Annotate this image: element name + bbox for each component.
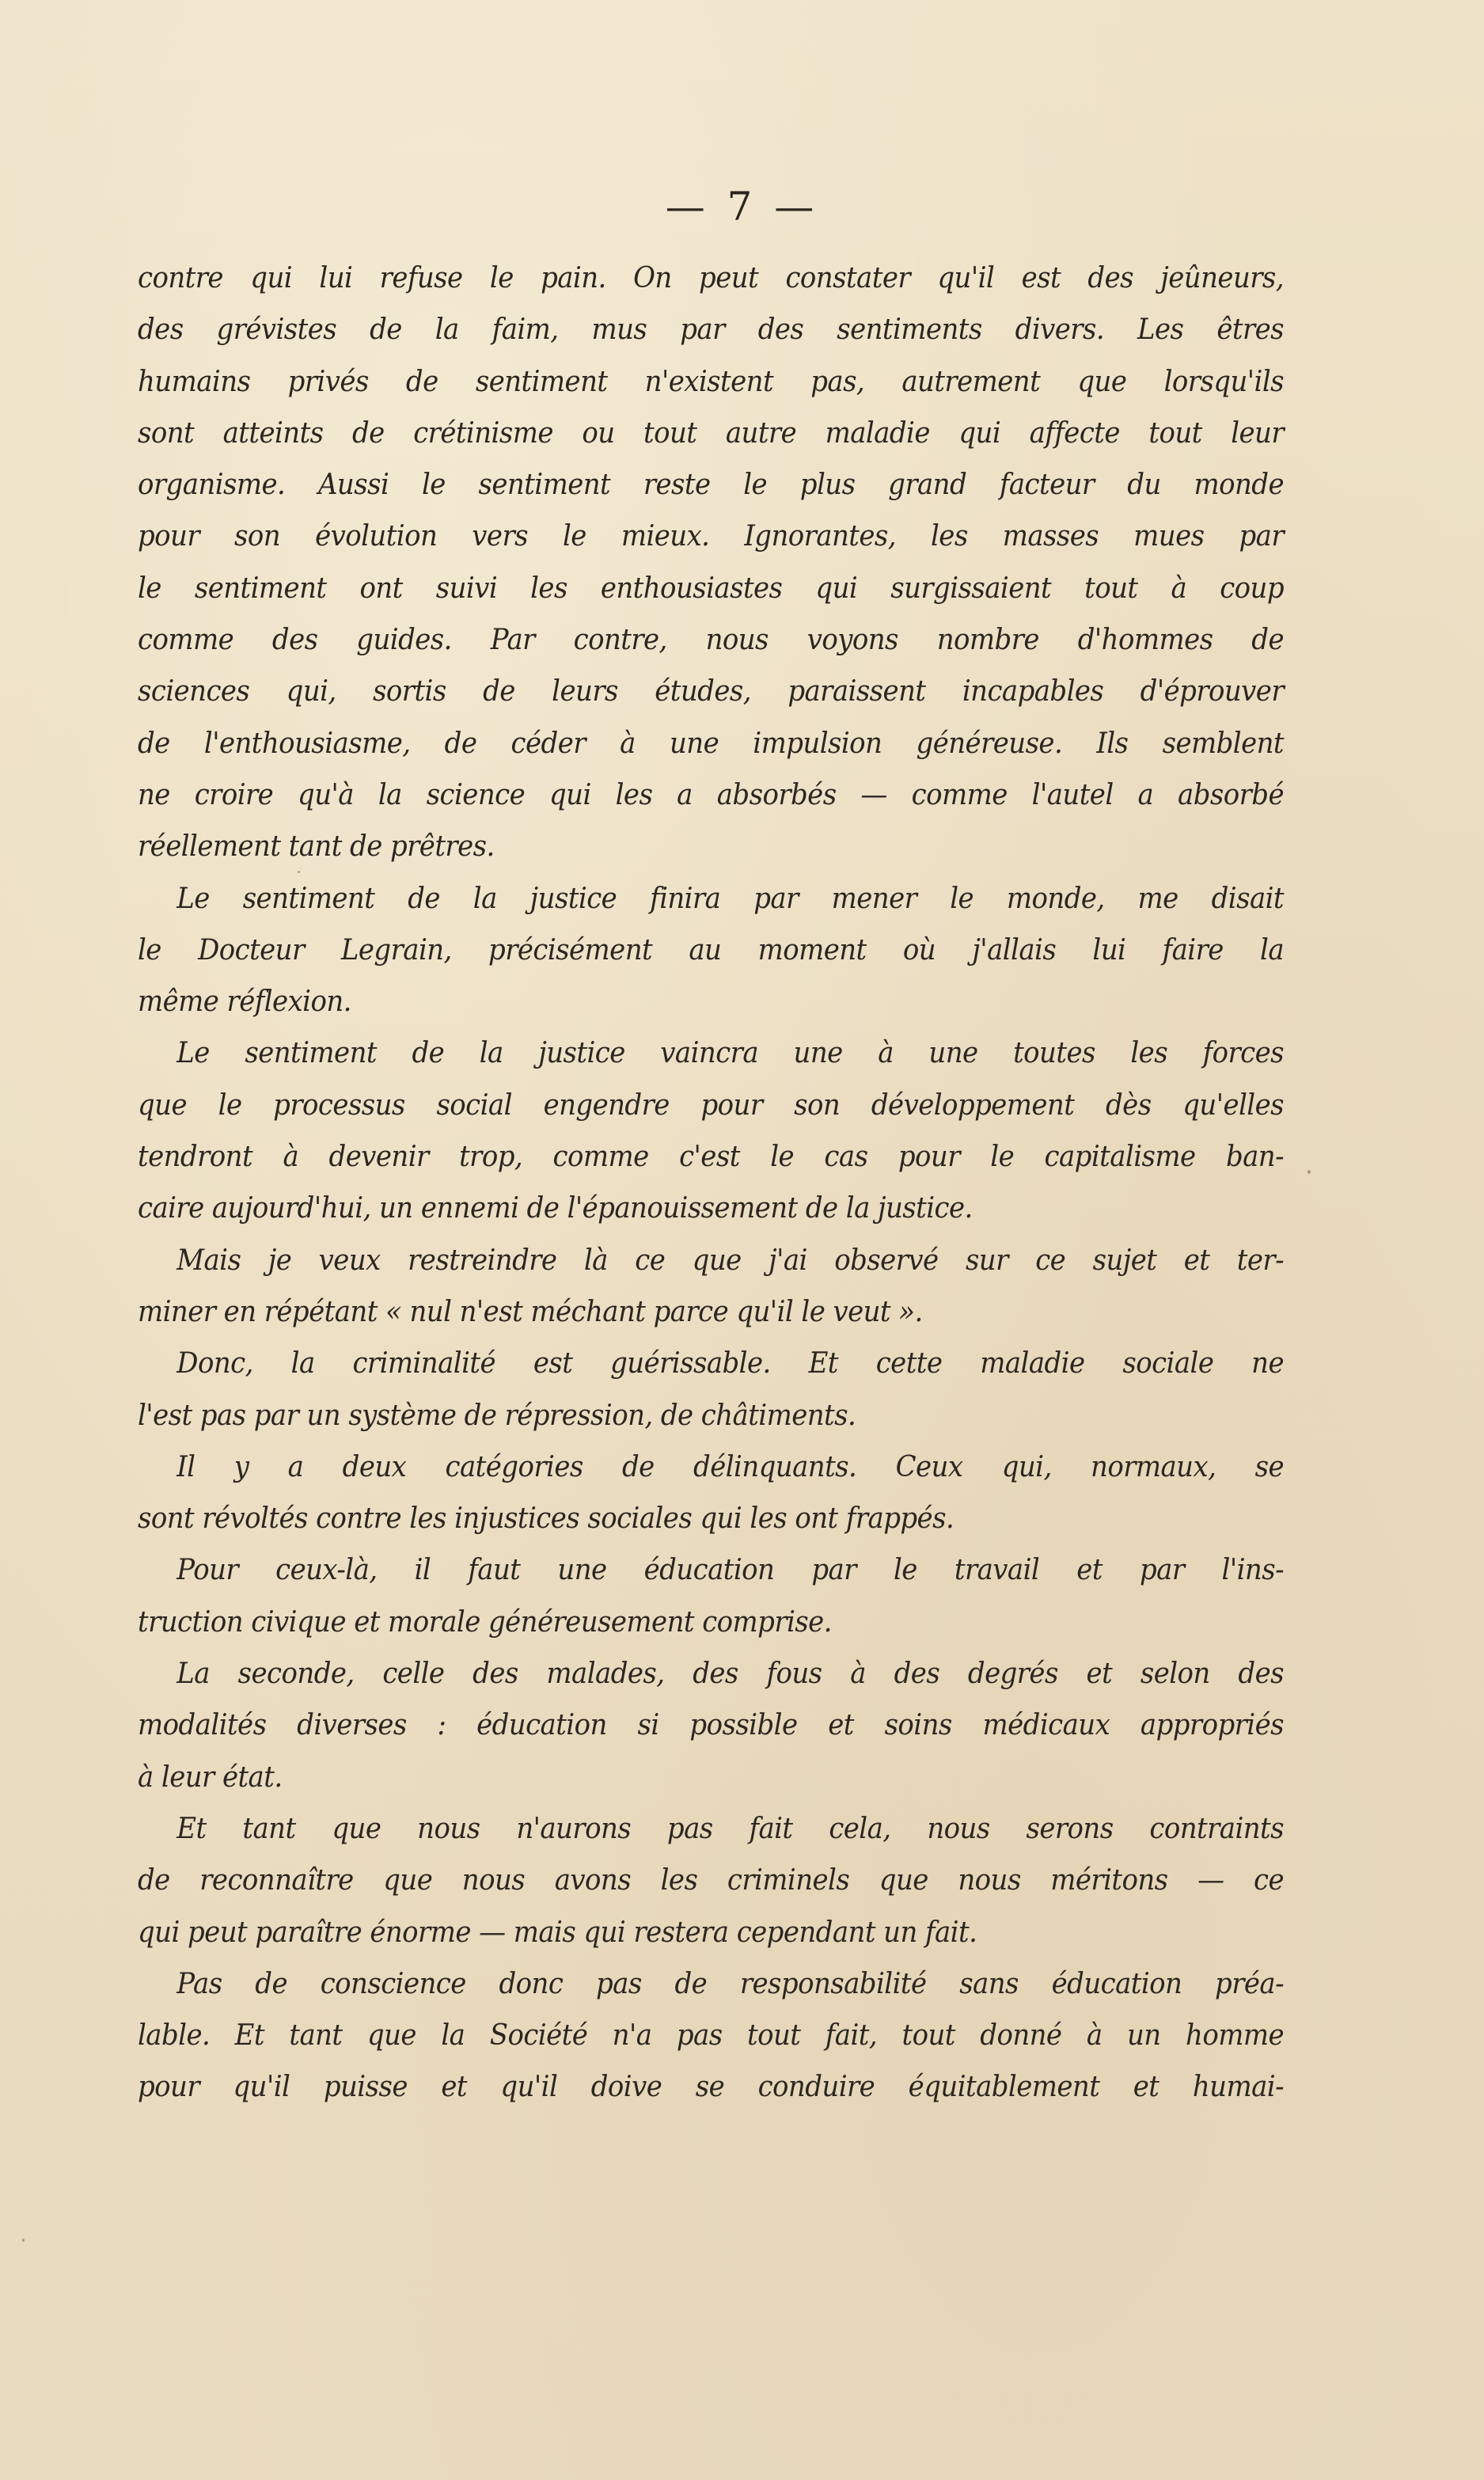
text-line: sont atteints de crétinisme ou tout autre maladie qui affecte tout leur — [138, 415, 1285, 450]
text-line: miner en répétant « nul n'est méchant parce qu'il le veut ». — [138, 1293, 923, 1328]
text-line: le Docteur Legrain, précisément au moment où j'allais lui faire la — [138, 932, 1285, 967]
text-line: modalités diverses : éducation si possible et soins médicaux appropriés — [138, 1707, 1285, 1742]
text-line: Le sentiment de la justice vaincra une à une toutes les forces — [176, 1035, 1285, 1070]
text-line: tendront à devenir trop, comme c'est le cas pour le capitalisme ban- — [138, 1139, 1285, 1174]
paragraph — [138, 1802, 1284, 1958]
paragraph — [138, 1234, 1284, 1338]
text-line: sciences qui, sortis de leurs études, paraissent incapables d'éprouver — [138, 674, 1285, 708]
paragraph — [138, 1337, 1284, 1441]
text-line: de l'enthousiasme, de céder à une impulsion généreuse. Ils semblent — [138, 725, 1285, 760]
paragraph — [138, 1544, 1284, 1647]
text-line: Il y a deux catégories de délinquants. Ceux qui, normaux, se — [176, 1449, 1285, 1483]
text-line: de reconnaître que nous avons les criminels que nous méritons — ce — [138, 1863, 1285, 1897]
text-line: sont révoltés contre les injustices sociales qui les ont frappés. — [138, 1501, 955, 1536]
text-line: ne croire qu'à la science qui les a absorbés — comme l'autel a absorbé — [138, 777, 1285, 811]
text-line: Pour ceux-là, il faut une éducation par le travail et par l'ins- — [176, 1552, 1285, 1587]
text-line: même réflexion. — [138, 984, 351, 1019]
text-line: Pas de conscience donc pas de responsabilité sans éducation préa- — [176, 1965, 1285, 2000]
text-line: Le sentiment de la justice finira par mener le monde, me disait — [176, 880, 1285, 915]
text-line: que le processus social engendre pour son développement dès qu'elles — [138, 1087, 1285, 1122]
text-line: La seconde, celle des malades, des fous à des degrés et selon des — [176, 1656, 1285, 1691]
paragraph — [138, 252, 1284, 872]
paper-speck — [298, 871, 300, 873]
text-line: caire aujourd'hui, un ennemi de l'épanouissement de la justice. — [138, 1191, 973, 1225]
paragraph — [138, 1027, 1284, 1233]
text-line: à leur état. — [138, 1759, 283, 1794]
paragraph — [138, 872, 1284, 1027]
paper-speck — [22, 2239, 25, 2242]
text-line: l'est pas par un système de répression, de châtiments. — [138, 1397, 856, 1432]
text-line: réellement tant de prêtres. — [138, 829, 495, 864]
text-line: pour qu'il puisse et qu'il doive se conduire équitablement et humai- — [138, 2069, 1285, 2104]
paragraph — [138, 1958, 1284, 2113]
text-line: humains privés de sentiment n'existent pas, autrement que lorsqu'ils — [138, 363, 1285, 398]
paragraph — [138, 1441, 1284, 1544]
text-line: organisme. Aussi le sentiment reste le plus grand facteur du monde — [138, 467, 1285, 502]
paragraph — [138, 1647, 1284, 1802]
text-line: Et tant que nous n'aurons pas fait cela, nous serons contraints — [176, 1810, 1285, 1845]
text-line: pour son évolution vers le mieux. Ignorantes, les masses mues par — [138, 518, 1285, 553]
text-line: truction civique et morale généreusement comprise. — [138, 1604, 832, 1639]
text-line: qui peut paraître énorme — mais qui restera cependant un fait. — [138, 1914, 977, 1949]
paper-speck — [1308, 1170, 1311, 1174]
text-line: des grévistes de la faim, mus par des sentiments divers. Les êtres — [138, 312, 1285, 347]
text-line: le sentiment ont suivi les enthousiastes qui surgissaient tout à coup — [138, 570, 1285, 605]
text-line: contre qui lui refuse le pain. On peut constater qu'il est des jeûneurs, — [138, 260, 1285, 294]
page-number: — 7 — — [665, 184, 819, 230]
text-line: Mais je veux restreindre là ce que j'ai observé sur ce sujet et ter- — [176, 1242, 1285, 1277]
text-line: lable. Et tant que la Société n'a pas tout fait, tout donné à un homme — [138, 2018, 1285, 2053]
body-text — [138, 252, 1284, 2113]
text-line: comme des guides. Par contre, nous voyons nombre d'hommes de — [138, 622, 1285, 657]
text-line: Donc, la criminalité est guérissable. Et cette maladie sociale ne — [176, 1346, 1285, 1381]
